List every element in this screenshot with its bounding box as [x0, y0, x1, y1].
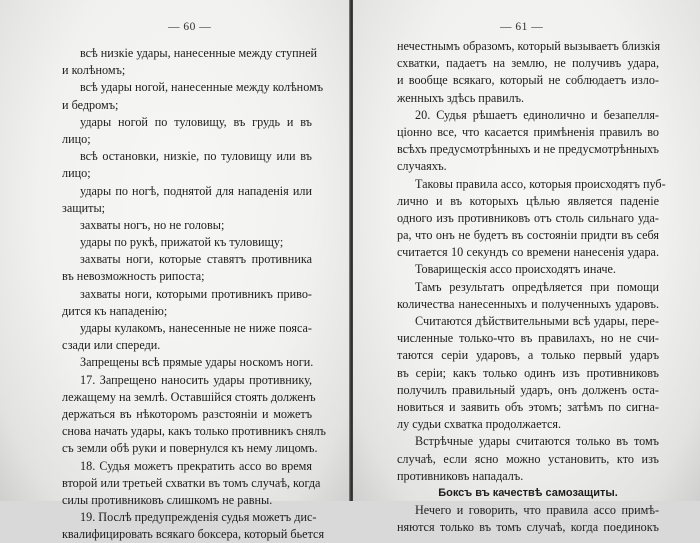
text-line: нечестнымъ образомъ, который вызываетъ близкія — [397, 39, 661, 53]
text-line: сзади или спереди. — [62, 338, 161, 353]
text-line: новиться и заявить объ этомъ; затѣмъ по сигна- — [397, 399, 659, 414]
text-line: лично и въ которыхъ цѣлью является паденіе — [397, 193, 659, 208]
text-line: захваты ногъ, но не головы; — [80, 217, 225, 232]
text-line: и бедромъ; — [62, 97, 119, 112]
text-line: няются только въ томъ случаѣ, когда поединокъ — [397, 520, 659, 535]
text-line: удары ногой по туловищу, въ грудь и въ — [80, 114, 312, 129]
text-line: дится къ нападенію; — [62, 303, 168, 318]
text-line: всѣ удары ногой, нанесенные между колѣномъ — [80, 80, 324, 95]
text-line: Запрещены всѣ прямые удары носкомъ ноги. — [80, 355, 314, 370]
right-page — [353, 0, 700, 535]
text-line: всѣ остановки, низкіе, по туловищу или въ — [80, 149, 312, 164]
text-line: одного изъ противниковъ отъ столь сильнаго уда- — [397, 210, 659, 225]
text-line: считается 10 секундъ со времени нанесенія удара. — [397, 245, 659, 260]
page-number: — 61 — — [500, 21, 544, 33]
text-line: 19. Послѣ предупрежденія судья можетъ дис- — [80, 510, 317, 525]
section-heading: Боксъ въ качествѣ самозащиты. — [438, 486, 618, 499]
text-line: 18. Судья можетъ прекратить ассо во время — [80, 458, 312, 473]
text-line: второй или третьей схватки въ томъ случаѣ, когда — [62, 475, 321, 490]
text-line: защиты; — [62, 200, 106, 215]
text-line: противниковъ нападалъ. — [397, 468, 524, 483]
text-line: захваты ноги, которыми противникъ приво- — [80, 286, 312, 301]
page-text — [397, 38, 666, 536]
text-line: лежащему на землѣ. Оставшійся стоять долженъ — [62, 389, 316, 404]
text-line: держаться въ нѣкоторомъ разстояніи и можетъ — [62, 406, 312, 421]
text-line: количества нанесенныхъ и полученныхъ ударовъ. — [397, 296, 659, 311]
text-line: и вообще всякаго, который не соблюдаетъ изло- — [397, 73, 659, 88]
text-line: женныхъ здѣсь правилъ. — [397, 90, 525, 105]
text-line: силы противниковъ слишкомъ не равны. — [62, 492, 273, 507]
text-line: удары по рукѣ, прижатой къ туловищу; — [80, 235, 284, 250]
text-line: Считаются дѣйствительными всѣ удары, пере- — [415, 314, 659, 328]
text-line: квалифицировать всякаго боксера, который бьется — [62, 527, 325, 542]
text-line: случаяхъ. — [397, 159, 447, 174]
text-line: всѣ низкіе удары, нанесенные между ступней — [80, 46, 318, 60]
text-line: захваты ноги, которые ставятъ противника — [80, 252, 312, 267]
text-line: получилъ правильный ударъ, онъ долженъ оста- — [397, 382, 659, 397]
text-line: всѣхъ предусмотрѣнныхъ и не предусмотрѣнныхъ — [397, 142, 659, 157]
text-line: схватки, падаетъ на землю, не получивъ удара, — [397, 56, 659, 71]
text-line: въ невозможность рипоста; — [62, 269, 205, 284]
page-number: — 60 — — [168, 21, 212, 33]
text-line: ра, что онъ не будетъ въ состояніи придти въ себя — [397, 228, 659, 243]
text-line: Товарищескія ассо происходятъ иначе. — [415, 262, 616, 277]
text-line: 17. Запрещено наносить удары противнику, — [80, 372, 312, 387]
text-line: численные только-что въ правилахъ, но не счи- — [397, 331, 659, 346]
text-line: Нечего и говорить, что правила ассо примѣ- — [415, 503, 659, 518]
text-line: съ земли обѣ руки и повернулся къ нему лицомъ. — [62, 441, 318, 456]
text-line: удары кулакомъ, нанесенные не ниже пояса- — [80, 321, 312, 335]
text-line: случаѣ, если ясно можно установить, кто изъ — [397, 451, 659, 466]
text-line: 20. Судья рѣшаетъ единолично и безапелля- — [415, 107, 659, 122]
text-line: Тамъ результатъ опредѣляется при помощи — [415, 279, 659, 294]
text-line: таются серіи ударовъ, а только первый ударъ — [397, 348, 659, 363]
text-line: лицо; — [62, 131, 91, 146]
text-line: лу судьи схватка продолжается. — [397, 417, 562, 432]
text-line: Встрѣчные удары считаются только въ томъ — [415, 434, 659, 449]
text-line: ціонно все, что касается примѣненія правилъ во — [397, 124, 659, 139]
text-line: въ серіи; какъ только одинъ изъ противниковъ — [397, 365, 659, 380]
text-line: снова начать удары, какъ только противникъ снялъ — [62, 424, 326, 439]
text-line: удары по ногѣ, поднятой для нападенія или — [80, 183, 312, 198]
text-line: Таковы правила ассо, которыя происходятъ пуб- — [415, 176, 666, 191]
page-text — [62, 45, 326, 543]
text-line: и колѣномъ; — [62, 63, 126, 78]
text-line: лицо; — [62, 166, 91, 181]
